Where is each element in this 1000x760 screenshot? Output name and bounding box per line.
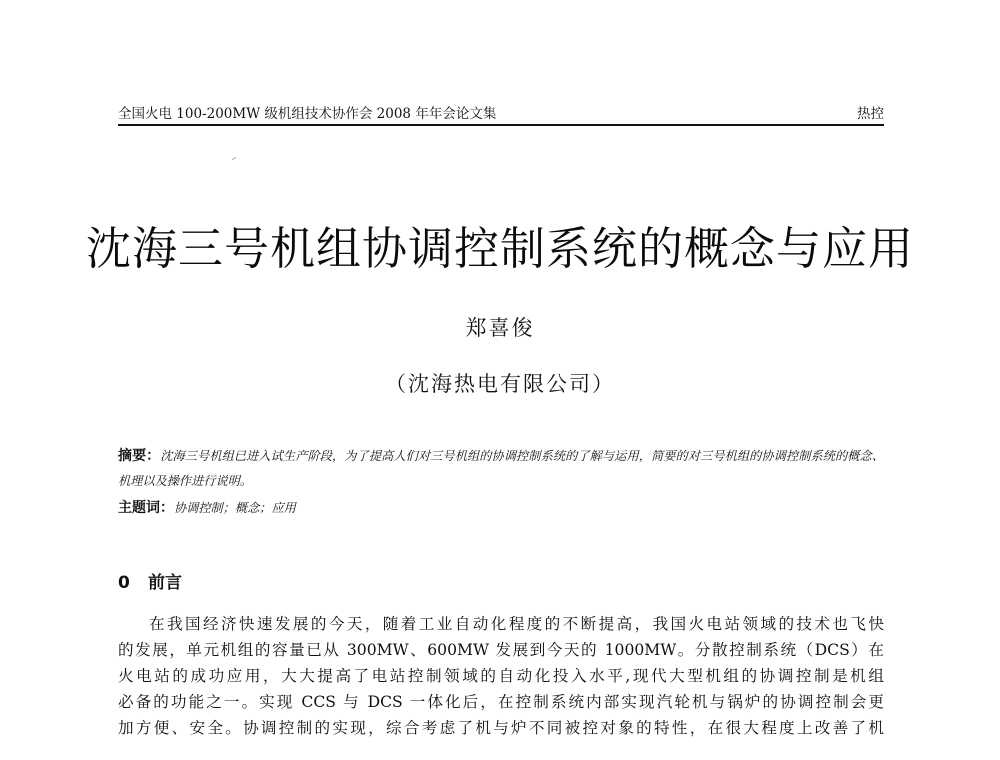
- abstract-text: 沈海三号机组已进入试生产阶段，为了提高人们对三号机组的协调控制系统的了解与运用，简要的对三号机组的协调控制系统的概念、机理以及操作进行说明。: [118, 449, 885, 488]
- body-text: [118, 611, 884, 741]
- paper-title: 沈海三号机组协调控制系统的概念与应用: [85, 222, 914, 275]
- keywords-label: 主题词：: [118, 500, 174, 516]
- abstract-label: 摘要：: [118, 448, 161, 464]
- keywords-text: 协调控制；概念；应用: [174, 501, 296, 515]
- running-header: [118, 98, 884, 126]
- author-affiliation: （沈海热电有限公司）: [385, 372, 615, 396]
- section-title: 前言: [148, 573, 182, 593]
- body-line: 必备的功能之一。实现 CCS 与 DCS 一体化后，在控制系统内部实现汽轮机与锅炉的协调控制会更: [118, 693, 884, 711]
- author-name: 郑喜俊: [465, 316, 535, 340]
- section-heading: [118, 568, 182, 593]
- body-line: 在我国经济快速发展的今天，随着工业自动化程度的不断提高，我国火电站领域的技术也飞快: [149, 615, 884, 633]
- header-section-label: 热控: [857, 106, 884, 122]
- keywords: [118, 496, 884, 521]
- header-proceedings-title: 全国火电 100-200MW 级机组技术协作会 2008 年年会论文集: [118, 106, 497, 122]
- body-line: 火电站的成功应用，大大提高了电站控制领域的自动化投入水平,现代大型机组的协调控制是机组: [118, 667, 884, 685]
- body-line: 加方便、安全。协调控制的实现，综合考虑了机与炉不同被控对象的特性，在很大程度上改善了机: [118, 719, 884, 737]
- abstract: [118, 444, 884, 494]
- scan-mark: [232, 157, 236, 160]
- body-line: 的发展，单元机组的容量已从 300MW、600MW 发展到今天的 1000MW。分散控制系统（DCS）在: [118, 641, 884, 659]
- section-number: 0: [118, 573, 130, 593]
